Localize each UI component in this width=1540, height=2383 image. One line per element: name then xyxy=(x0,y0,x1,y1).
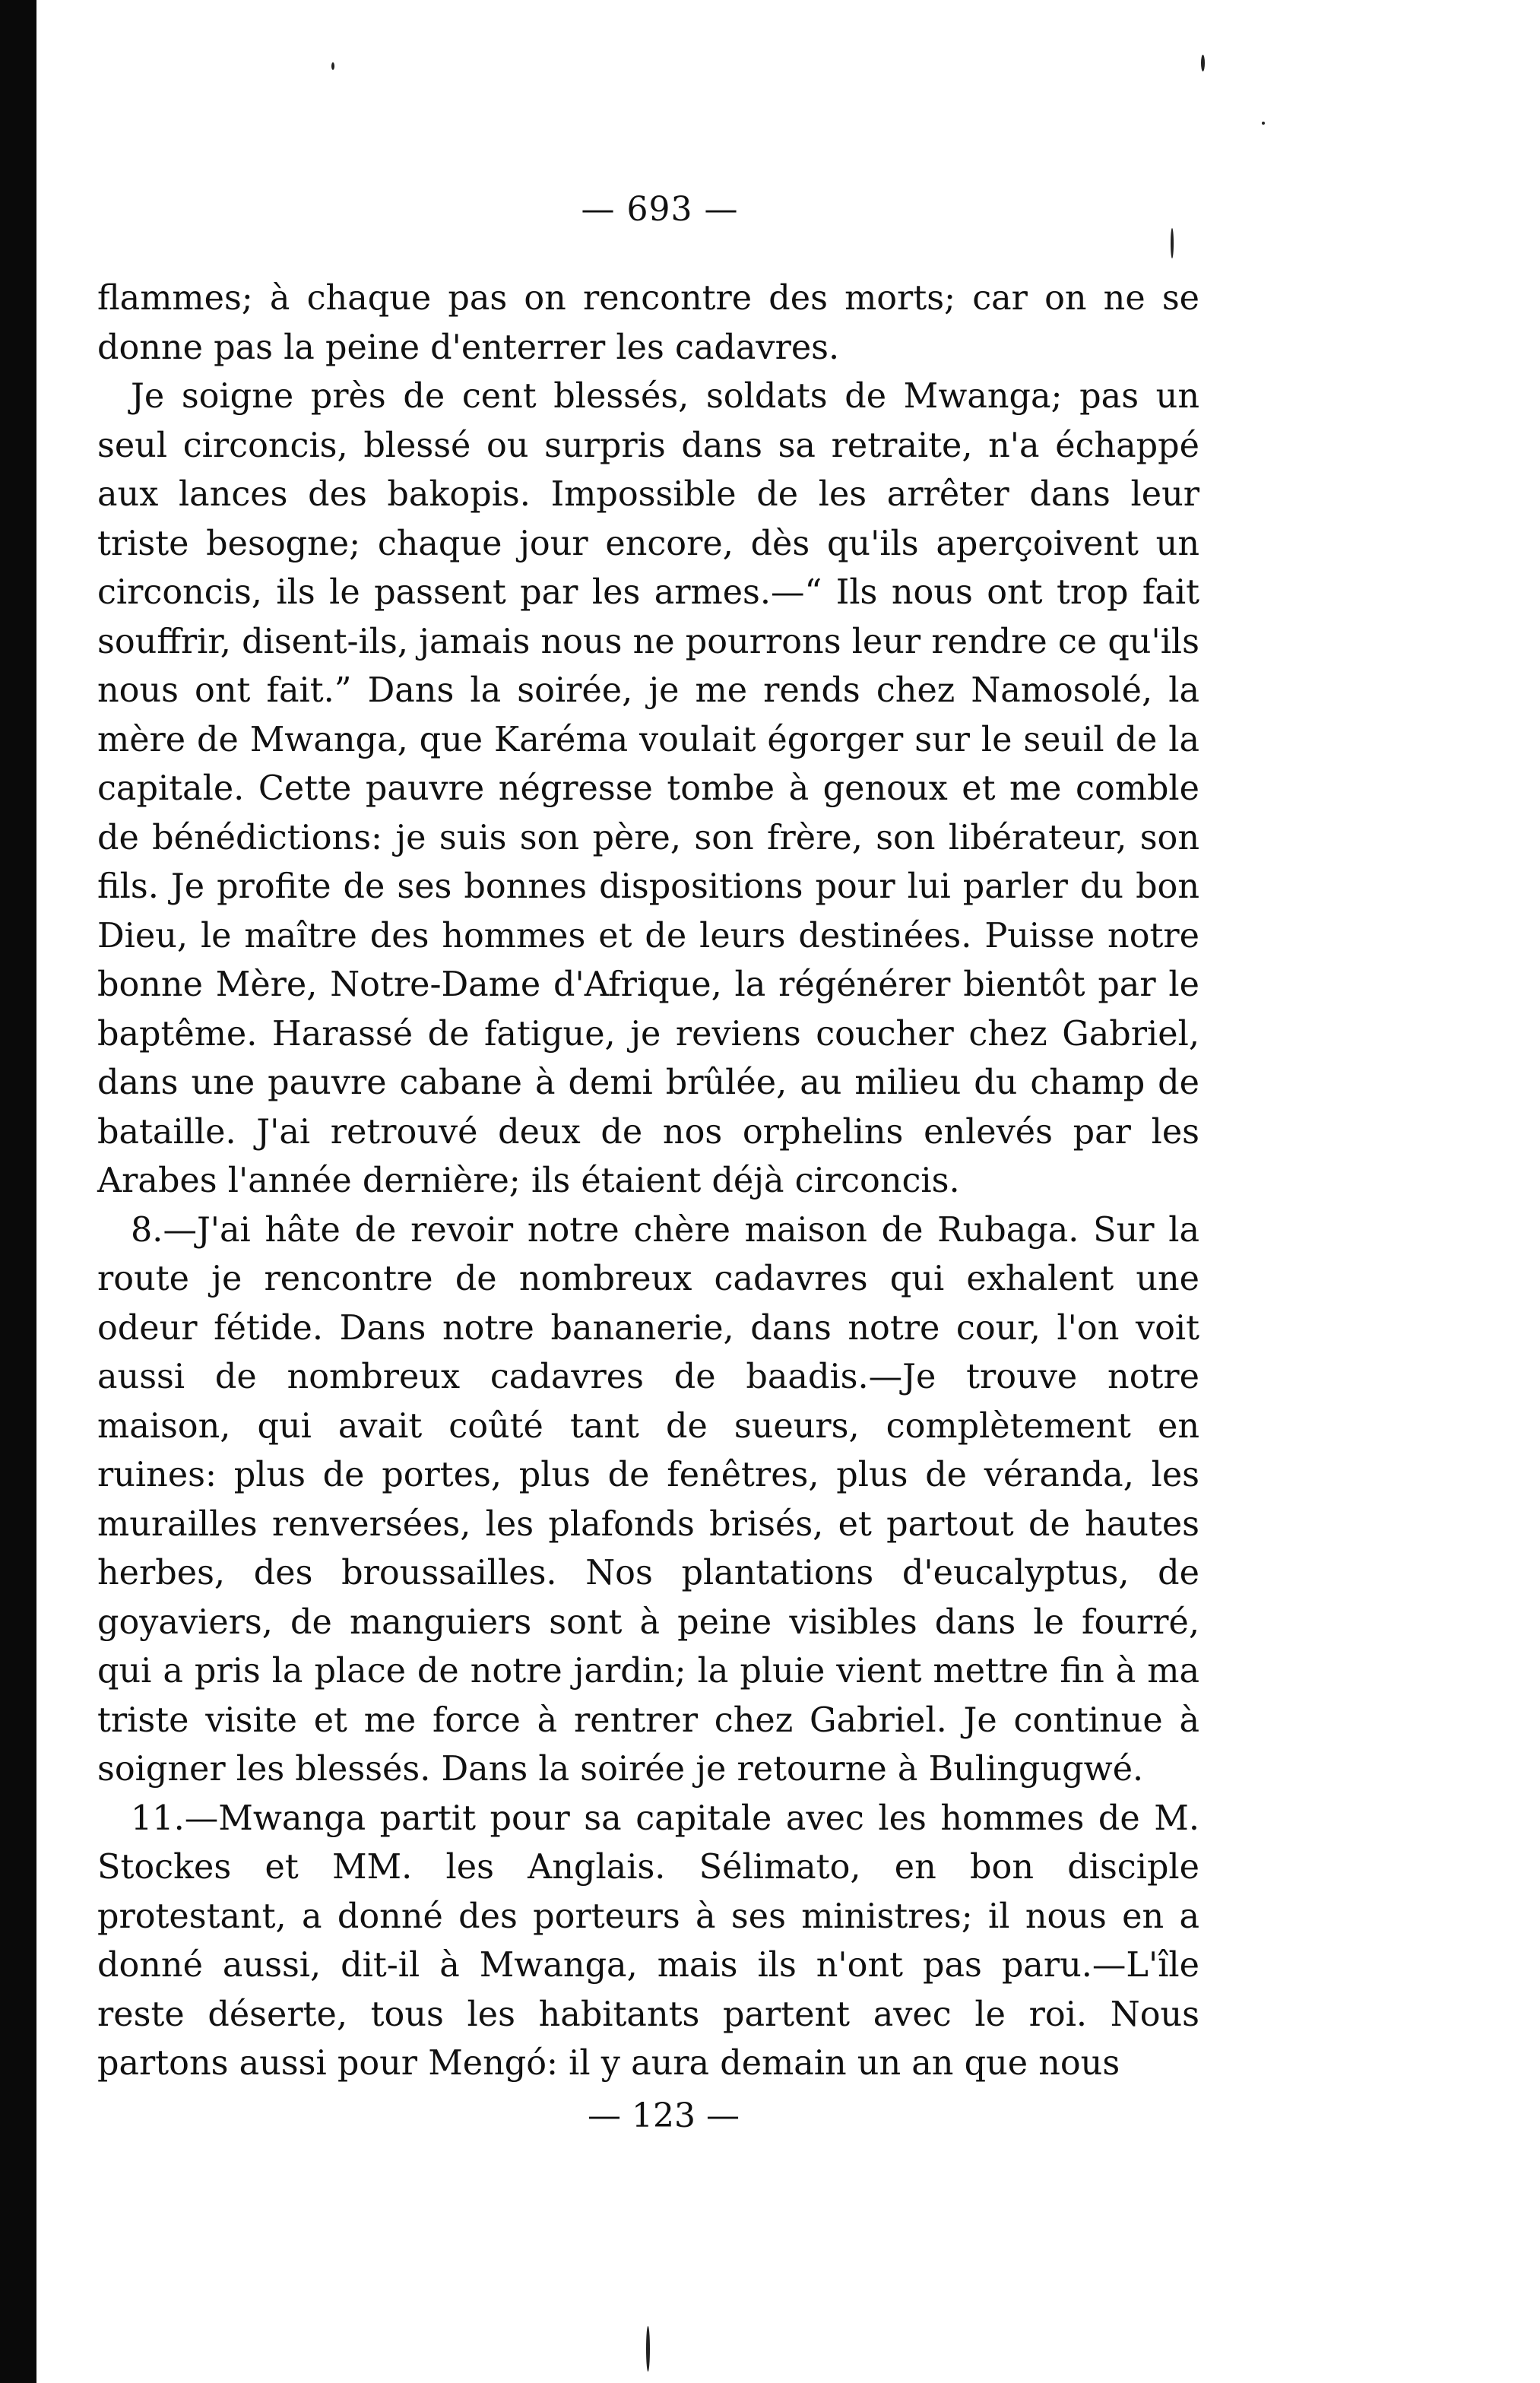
print-speck xyxy=(1262,122,1265,125)
document-page xyxy=(97,190,1199,2135)
signature-number: — 123 — xyxy=(588,2096,740,2135)
paragraph: 11.—Mwanga partit pour sa capitale avec les hommes de M. Stockes et MM. les Anglais. Sélimato, en bon disciple protestant, a donné des porteurs à ses ministres; il nous en a donné aussi, dit-il à Mwanga, mais ils n'ont pas paru.—L'île reste déserte, tous les habitants partent avec le roi. Nous partons aussi pour Mengó: il y aura demain un an que nous xyxy=(97,1798,1199,2083)
print-speck xyxy=(331,62,334,70)
paragraph: 8.—J'ai hâte de revoir notre chère maison de Rubaga. Sur la route je rencontre de nombreux cadavres qui exhalent une odeur fétide. Dans notre bananerie, dans notre cour, l'on voit aussi de nombreux cadavres de baadis.—Je trouve notre maison, qui avait coûté tant de sueurs, complètement en ruines: plus de portes, plus de fenêtres, plus de véranda, les murailles renversées, les plafonds brisés, et partout de hautes herbes, des broussailles. Nos plantations d'eucalyptus, de goyaviers, de manguiers sont à peine visibles dans le fourré, qui a pris la place de notre jardin; la pluie vient mettre fin à ma triste visite et me force à rentrer chez Gabriel. Je continue à soigner les blessés. Dans la soirée je retourne à Bulingugwé. xyxy=(97,1210,1199,1789)
binding-edge xyxy=(0,0,36,2383)
print-speck xyxy=(646,2326,650,2372)
paragraph: Je soigne près de cent blessés, soldats de Mwanga; pas un seul circoncis, blessé ou surpris dans sa retraite, n'a échappé aux lances des bakopis. Impossible de les arrêter dans leur triste besogne; chaque jour encore, dès qu'ils aperçoivent un circoncis, ils le passent par les armes.—“ Ils nous ont trop fait souffrir, disent-ils, jamais nous ne pourrons leur rendre ce qu'ils nous ont fait.” Dans la soirée, je me rends chez Namosolé, la mère de Mwanga, que Karéma voulait égorger sur le seuil de la capitale. Cette pauvre négresse tombe à genoux et me comble de bénédictions: je suis son père, son frère, son libérateur, son fils. Je profite de ses bonnes dispositions pour lui parler du bon Dieu, le maître des hommes et de leurs destinées. Puisse notre bonne Mère, Notre-Dame d'Afrique, la régénérer bientôt par le baptême. Harassé de fatigue, je reviens coucher chez Gabriel, dans une pauvre cabane à demi brûlée, au milieu du champ de bataille. J'ai retrouvé deux de nos orphelins enlevés par les Arabes l'année dernière; ils étaient déjà circoncis. xyxy=(97,377,1199,1200)
page-number: — 693 — xyxy=(581,190,739,229)
paragraph: flammes; à chaque pas on rencontre des morts; car on ne se donne pas la peine d'enterrer les cadavres. xyxy=(97,279,1199,367)
body-text xyxy=(97,274,1199,2089)
print-speck xyxy=(1201,55,1205,71)
